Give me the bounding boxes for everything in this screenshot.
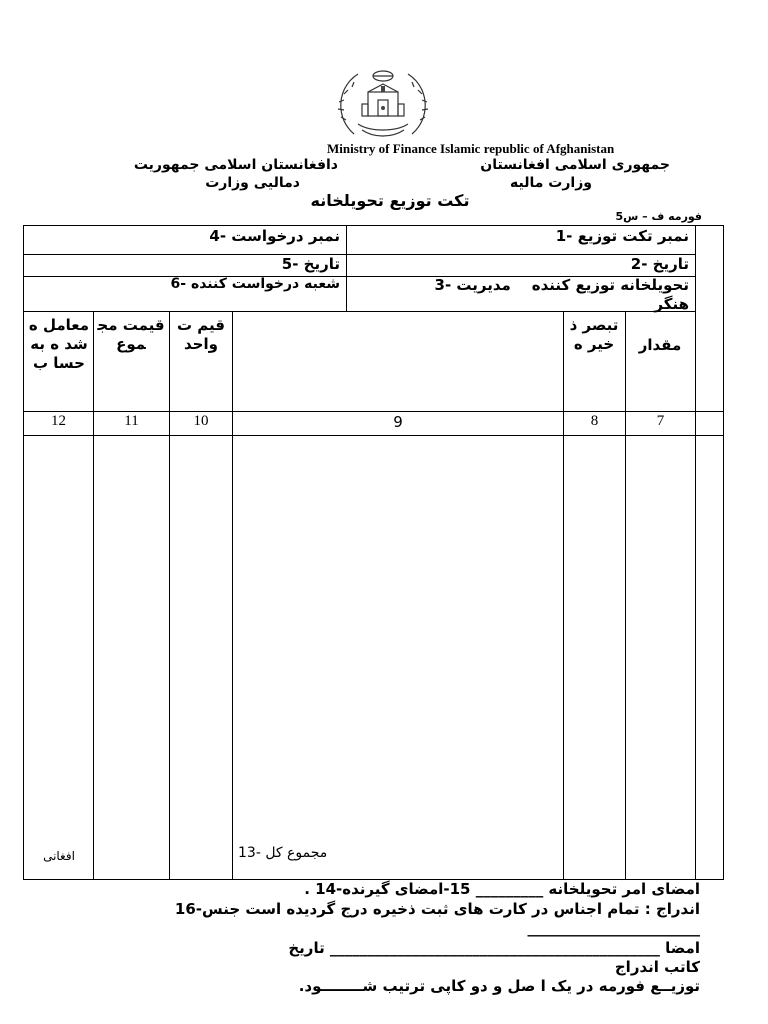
footer-entry-clerk: کاتب اندراج: [614, 958, 700, 976]
dari-header-left-1: دافغانستان اسلامی جمهوریت: [133, 157, 338, 173]
column-header-quantity: مقدار: [638, 336, 682, 354]
field-distributing-warehouse: تحویلخانه توزیع کننده مدیریت -3: [434, 276, 689, 294]
footer-signature-date: امضا ____________________________________________ تاریخ: [288, 939, 700, 957]
field-requesting-department: شعبه درخواست کننده -6: [170, 276, 340, 292]
column-header-stock-note: تبصر ذخیر ه: [569, 316, 619, 353]
dari-header-left-2: دمالیی وزارت: [205, 175, 300, 191]
field-request-number: نمبر درخواست -4: [209, 227, 340, 245]
column-number-12: 12: [51, 413, 66, 429]
form-code: فورمه ف – س5: [615, 210, 702, 223]
column-number-10: 10: [193, 413, 209, 429]
total-label: مجموع کل -13: [238, 845, 328, 861]
column-header-total-price: قیمت مجموع: [97, 316, 165, 353]
column-header-unit-price: قیم ت واحد: [176, 316, 225, 353]
form-title: تکت توزیع تحویلخانه: [310, 191, 470, 210]
column-number-9: 9: [393, 413, 403, 431]
column-header-transacted-account: معامل ه شد ه به حسا ب: [28, 316, 90, 372]
field-distribution-ticket-number: نمبر تکت توزیع -1: [555, 227, 689, 245]
field-date-2: تاریخ -2: [630, 255, 689, 273]
column-number-11: 11: [124, 413, 139, 429]
footer-signatures-line: امضای امر تحویلخانه _________ 15-امضای گیرنده-14 .: [304, 880, 700, 898]
distribution-table: [23, 225, 724, 880]
footer-distribution-note: توزیــع فورمه در یک ا صل و دو کاپی ترتیب شــــــــود.: [298, 977, 700, 995]
dari-header-right-2: وزارت مالیه: [510, 175, 592, 191]
currency-label: افغانی: [43, 849, 75, 863]
english-header: Ministry of Finance Islamic republic of Afghanistan: [327, 141, 615, 156]
column-number-8: 8: [590, 413, 599, 429]
footer-entry-note: اندراج : تمام اجناس در کارت های ثبت ذخیره درج گردیده است جنس-16: [174, 900, 700, 918]
field-date-5: تاریخ -5: [281, 255, 340, 273]
field-hangar: هنگر: [654, 295, 689, 313]
afghanistan-emblem-icon: [334, 64, 432, 144]
footer-underline: _______________________: [527, 919, 700, 937]
dari-header-right-1: جمهوری اسلامی افغانستان: [480, 157, 670, 173]
column-number-7: 7: [656, 413, 665, 429]
